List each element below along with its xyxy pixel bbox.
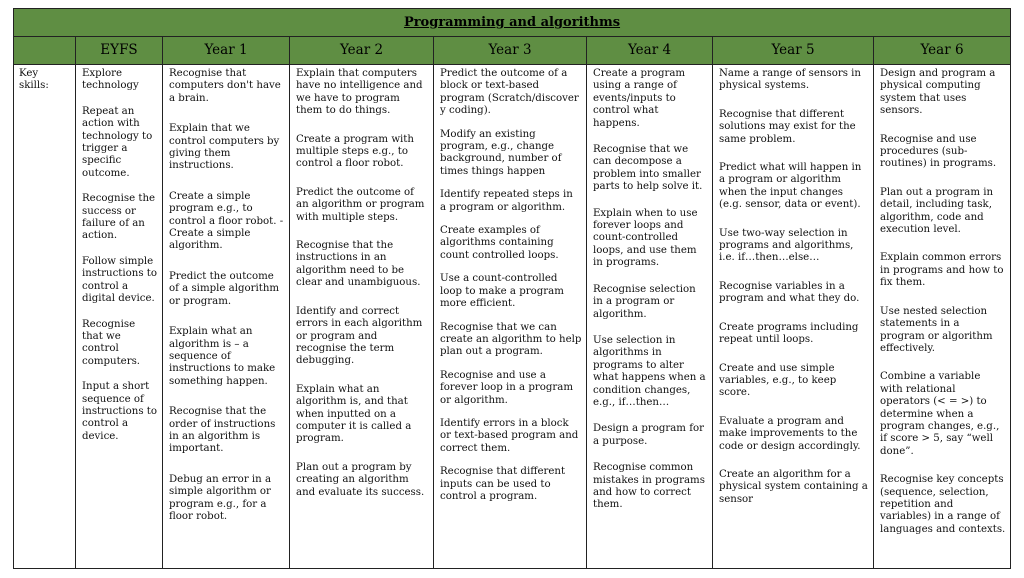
title-text: Programming and algorithms bbox=[403, 15, 621, 30]
list-item: Create a simple program e.g., to control a floor robot. - Create a simple algorithm. bbox=[169, 190, 284, 252]
list-item: Recognise key concepts (sequence, selection, repetition and variables) in a range of languages and contexts. bbox=[880, 474, 1006, 535]
list-item: Combine a variable with relational operators (< = >) to determine when a program changes, e.g., if score > 5, say “well done”. bbox=[880, 371, 1000, 457]
list-item: Recognise that the instructions in an algorithm need to be clear and unambiguous. bbox=[296, 240, 421, 289]
list-item: Identify errors in a block or text-based program and correct them. bbox=[440, 417, 579, 454]
list-item: Recognise that we control computers. bbox=[82, 318, 141, 367]
col-year-3 bbox=[434, 65, 587, 568]
list-item: Recognise that we can create an algorithm to help plan out a program. bbox=[440, 321, 582, 358]
table-title bbox=[14, 9, 1010, 37]
list-item: Explain what an algorithm is, and that when inputted on a computer it is called a program. bbox=[296, 383, 412, 445]
list-item: Explore technology bbox=[82, 68, 139, 92]
col-year-5 bbox=[713, 65, 874, 568]
list-item: Debug an error in a simple algorithm or program e.g., for a floor robot. bbox=[169, 473, 272, 522]
list-item: Explain that computers have no intelligence and we have to program them to do things. bbox=[296, 68, 423, 117]
list-item: Recognise that computers don't have a brain. bbox=[169, 68, 281, 104]
list-item: Follow simple instructions to control a digital device. bbox=[82, 255, 158, 305]
col-year-1 bbox=[163, 65, 290, 568]
header-year-2: Year 2 bbox=[290, 37, 434, 65]
list-item: Recognise and use procedures (sub-routines) in programs. bbox=[880, 133, 997, 170]
list-item: Name a range of sensors in physical systems. bbox=[719, 68, 861, 92]
list-item: Create an algorithm for a physical system containing a sensor bbox=[719, 468, 868, 505]
list-item: Recognise and use a forever loop in a program or algorithm. bbox=[440, 369, 573, 406]
list-item: Recognise the success or failure of an action. bbox=[82, 193, 156, 242]
row-label-cell bbox=[14, 65, 76, 568]
list-item: Create a program using a range of events/inputs to control what happens. bbox=[593, 68, 686, 129]
list-item: Explain that we control computers by giving them instructions. bbox=[169, 123, 280, 172]
list-item: Repeat an action with technology to trigger a specific outcome. bbox=[82, 105, 153, 179]
col-eyfs bbox=[76, 65, 163, 568]
header-blank bbox=[14, 37, 76, 65]
list-item: Predict the outcome of an algorithm or program with multiple steps. bbox=[296, 186, 425, 223]
list-item: Recognise selection in a program or algorithm. bbox=[593, 283, 696, 320]
list-item: Predict the outcome of a block or text-based program (Scratch/discover y coding). bbox=[440, 68, 579, 117]
list-item: Use selection in algorithms in programs to alter what happens when a condition changes, e.g., if…then… bbox=[593, 334, 706, 408]
list-item: Recognise that we can decompose a problem into smaller parts to help solve it. bbox=[593, 144, 703, 193]
list-item: Recognise variables in a program and what they do. bbox=[719, 280, 860, 305]
col-year-4 bbox=[587, 65, 713, 568]
list-item: Use nested selection statements in a program or algorithm effectively. bbox=[880, 305, 993, 354]
list-item: Create a program with multiple steps e.g., to control a floor robot. bbox=[296, 133, 414, 170]
curriculum-table bbox=[13, 8, 1011, 569]
list-item: Design a program for a purpose. bbox=[593, 423, 704, 447]
list-item: Create examples of algorithms containing count controlled loops. bbox=[440, 225, 559, 261]
col-year-6 bbox=[874, 65, 1010, 568]
list-item: Explain common errors in programs and how to fix them. bbox=[880, 252, 1004, 289]
list-item: Recognise that different solutions may exist for the same problem. bbox=[719, 108, 856, 145]
list-item: Design and program a physical computing system that uses sensors. bbox=[880, 68, 996, 117]
col-year-2 bbox=[290, 65, 434, 568]
list-item: Evaluate a program and make improvements to the code or design accordingly. bbox=[719, 415, 861, 452]
list-item: Input a short sequence of instructions to control a device. bbox=[82, 381, 158, 442]
list-item: Predict the outcome of a simple algorithm or program. bbox=[169, 270, 280, 307]
header-eyfs: EYFS bbox=[76, 37, 163, 65]
header-year-6: Year 6 bbox=[874, 37, 1010, 65]
list-item: Plan out a program by creating an algorithm and evaluate its success. bbox=[296, 461, 425, 498]
list-item: Identify repeated steps in a program or algorithm. bbox=[440, 189, 573, 213]
list-item: Modify an existing program, e.g., change background, number of times things happen bbox=[440, 128, 562, 177]
row-label: Key skills: bbox=[19, 68, 49, 92]
list-item: Use a count-controlled loop to make a program more efficient. bbox=[440, 273, 564, 310]
list-item: Create programs including repeat until loops. bbox=[719, 321, 859, 346]
list-item: Use two-way selection in programs and algorithms, i.e. if…then…else… bbox=[719, 227, 854, 264]
list-item: Explain what an algorithm is – a sequence of instructions to make something happen. bbox=[169, 326, 276, 387]
list-item: Explain when to use forever loops and count-controlled loops, and use them in programs. bbox=[593, 207, 698, 269]
header-year-4: Year 4 bbox=[587, 37, 713, 65]
list-item: Recognise that the order of instructions in an algorithm is important. bbox=[169, 406, 276, 455]
list-item: Predict what will happen in a program or algorithm when the input changes (e.g. sensor, data or event). bbox=[719, 162, 862, 211]
list-item: Plan out a program in detail, including task, algorithm, code and execution level. bbox=[880, 186, 994, 236]
list-item: Recognise that different inputs can be used to control a program. bbox=[440, 466, 566, 502]
list-item: Recognise common mistakes in programs and how to correct them. bbox=[593, 462, 705, 511]
list-item: Create and use simple variables, e.g., to keep score. bbox=[719, 362, 837, 399]
header-year-1: Year 1 bbox=[163, 37, 290, 65]
header-year-3: Year 3 bbox=[434, 37, 587, 65]
list-item: Identify and correct errors in each algorithm or program and recognise the term debugging. bbox=[296, 305, 423, 367]
header-year-5: Year 5 bbox=[713, 37, 874, 65]
